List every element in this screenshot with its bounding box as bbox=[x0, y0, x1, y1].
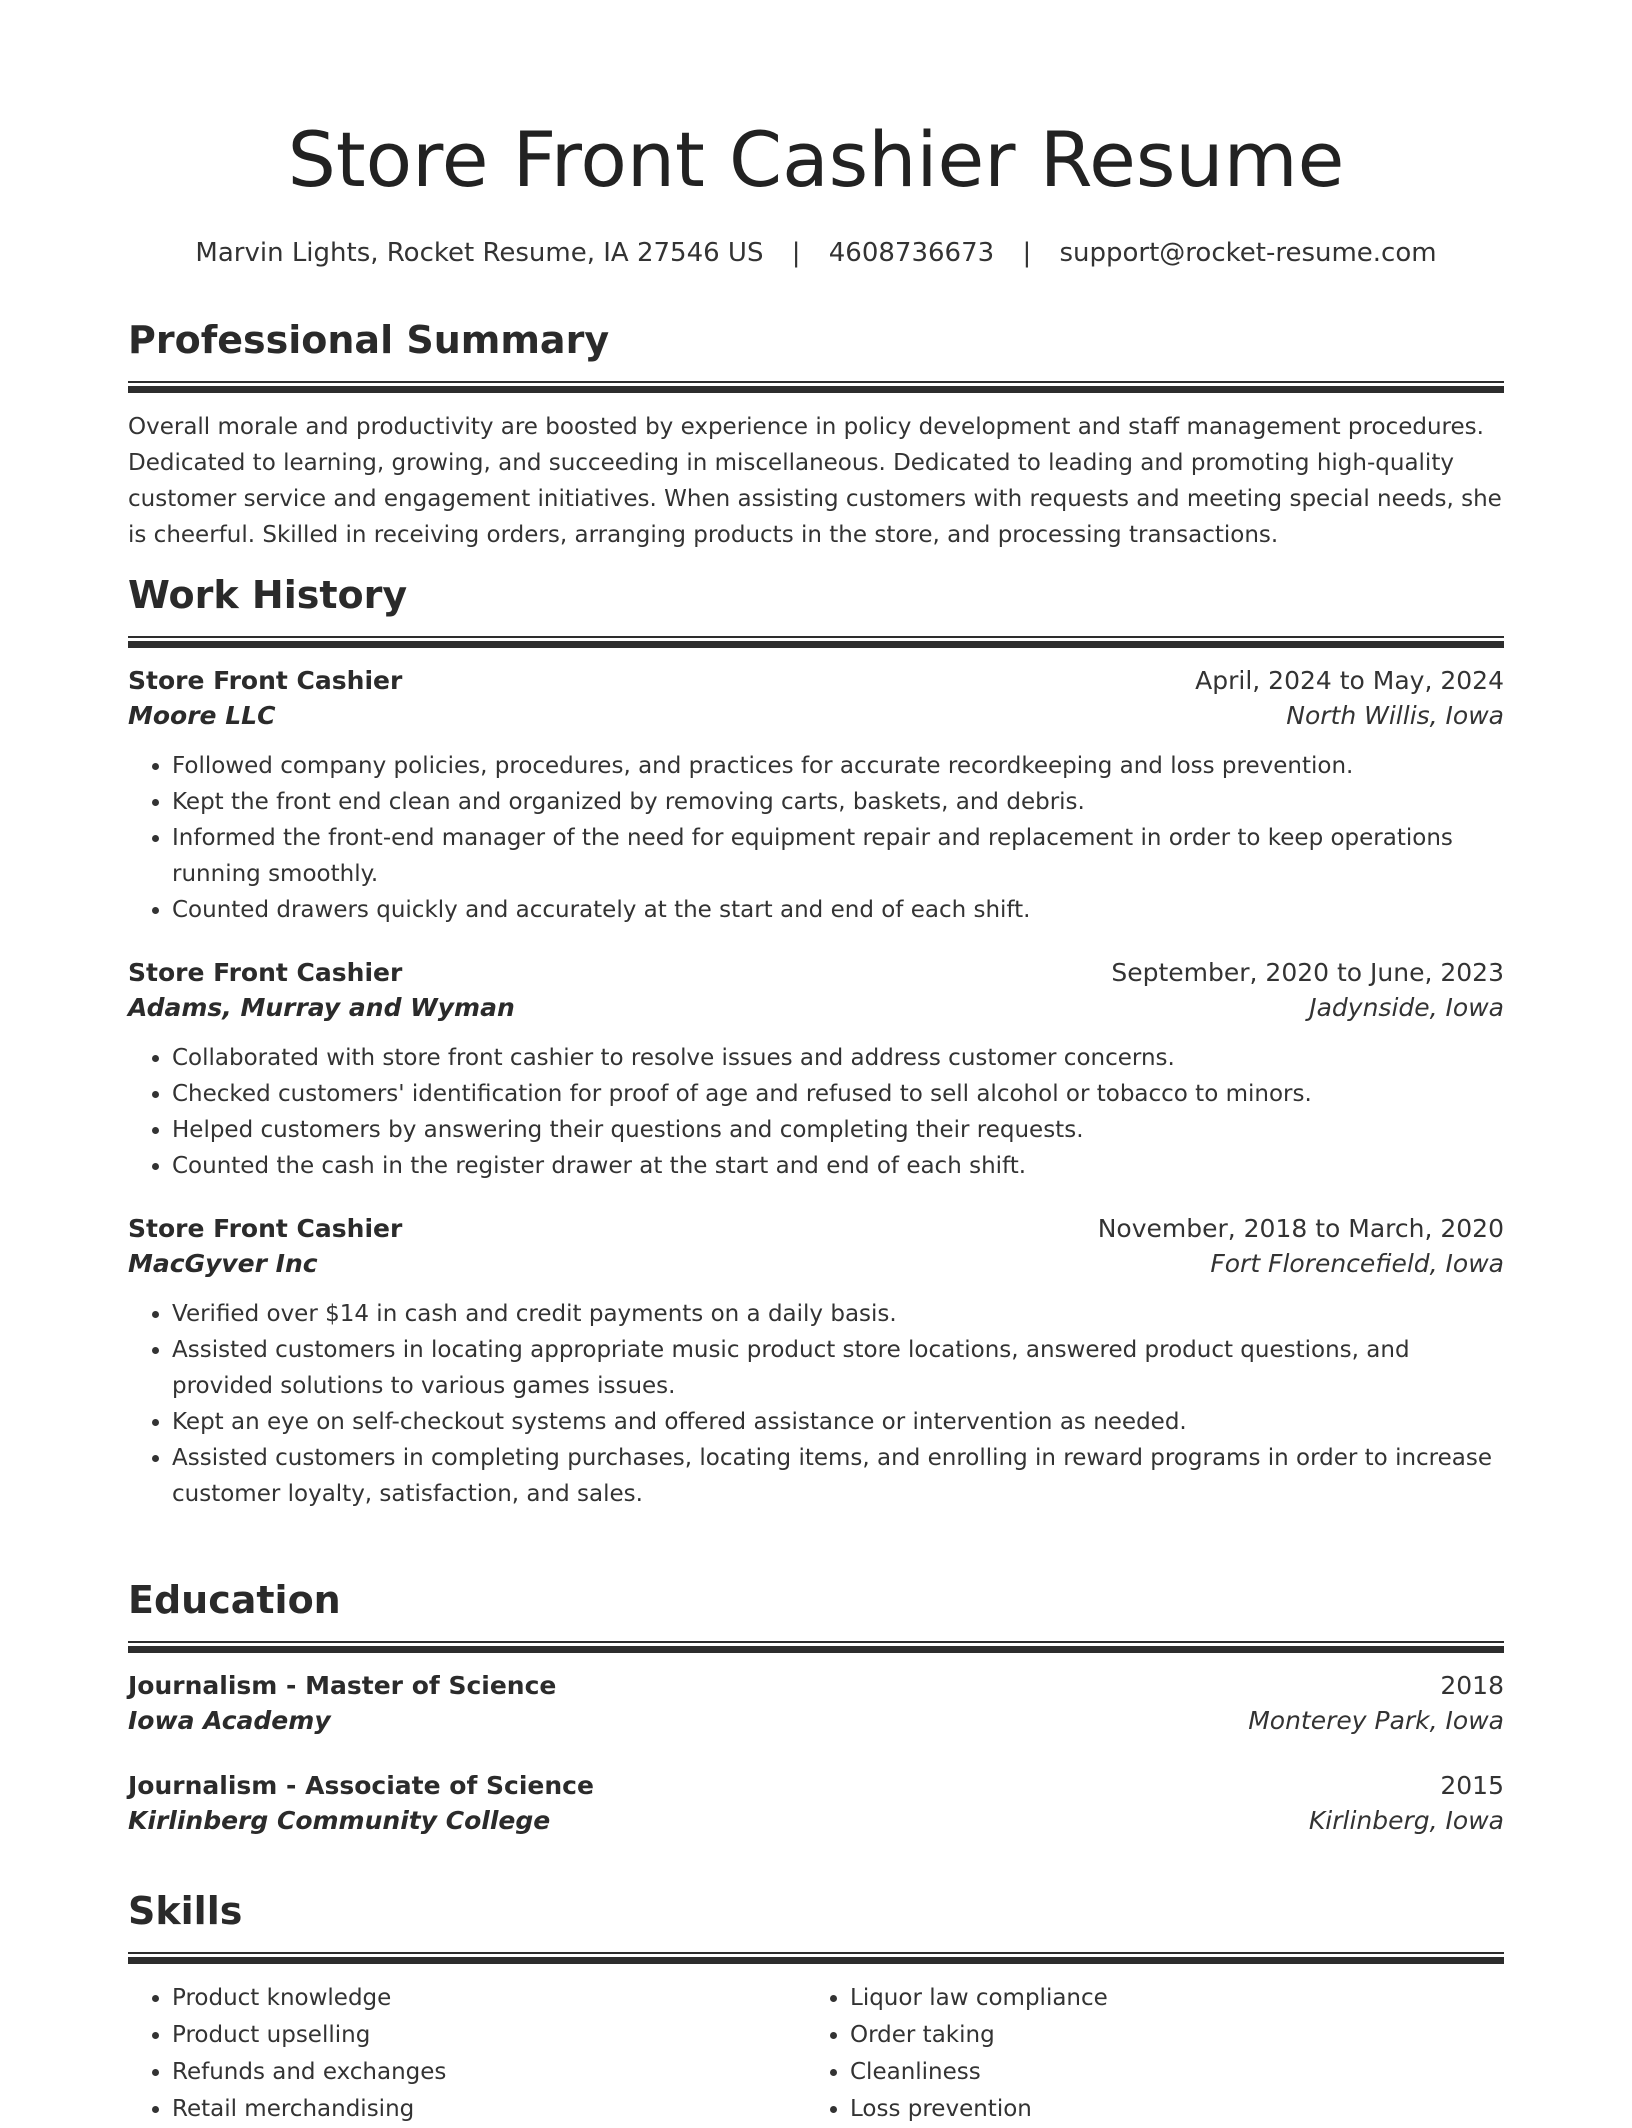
education-location: Kirlinberg, Iowa bbox=[1308, 1806, 1504, 1835]
job-dates: November, 2018 to March, 2020 bbox=[1097, 1214, 1504, 1243]
job-bullet: • Counted the cash in the register drawer at the start and end of each shift. bbox=[172, 1148, 1504, 1184]
skill-item: • Product upselling bbox=[172, 2017, 806, 2054]
contact-address: Marvin Lights, Rocket Resume, IA 27546 US bbox=[195, 238, 764, 268]
contact-separator: | bbox=[1022, 238, 1032, 268]
skill-item: • Refunds and exchanges bbox=[172, 2054, 806, 2091]
job-company: Adams, Murray and Wyman bbox=[128, 993, 515, 1022]
job-bullet: • Verified over $14 in cash and credit payments on a daily basis. bbox=[172, 1296, 1504, 1332]
job-entry bbox=[128, 958, 1504, 1184]
skills-column-left bbox=[128, 1980, 806, 2128]
section-divider bbox=[128, 381, 1504, 393]
job-bullets bbox=[128, 1040, 1504, 1184]
section-divider bbox=[128, 1641, 1504, 1653]
skills-columns bbox=[128, 1980, 1504, 2128]
education-school: Kirlinberg Community College bbox=[128, 1806, 551, 1835]
skills-column-right bbox=[806, 1980, 1484, 2128]
job-bullet: • Assisted customers in locating appropriate music product store locations, answered product questions, and provided solutions to various games issues. bbox=[172, 1332, 1504, 1404]
skills-section bbox=[128, 1889, 1504, 2128]
education-degree: Journalism - Master of Science bbox=[128, 1671, 557, 1700]
job-bullet: • Helped customers by answering their questions and completing their requests. bbox=[172, 1112, 1504, 1148]
job-bullet: • Followed company policies, procedures, and practices for accurate recordkeeping and loss prevention. bbox=[172, 748, 1504, 784]
job-bullet: • Kept the front end clean and organized by removing carts, baskets, and debris. bbox=[172, 784, 1504, 820]
section-divider bbox=[128, 1952, 1504, 1964]
job-bullet: • Kept an eye on self-checkout systems and offered assistance or intervention as needed. bbox=[172, 1404, 1504, 1440]
job-bullet: • Checked customers' identification for proof of age and refused to sell alcohol or tobacco to minors. bbox=[172, 1076, 1504, 1112]
job-entry bbox=[128, 666, 1504, 928]
skill-item: • Product knowledge bbox=[172, 1980, 806, 2017]
work-section bbox=[128, 573, 1504, 1512]
education-year: 2018 bbox=[1440, 1671, 1504, 1700]
skill-item: • Cleanliness bbox=[850, 2054, 1484, 2091]
summary-heading: Professional Summary bbox=[128, 318, 610, 362]
contact-separator: | bbox=[791, 238, 801, 268]
job-title: Store Front Cashier bbox=[128, 1214, 403, 1243]
job-title: Store Front Cashier bbox=[128, 958, 403, 987]
job-bullet: • Assisted customers in completing purchases, locating items, and enrolling in reward programs in order to increase customer loyalty, satisfaction, and sales. bbox=[172, 1440, 1504, 1512]
job-dates: September, 2020 to June, 2023 bbox=[1111, 958, 1504, 987]
education-school: Iowa Academy bbox=[128, 1706, 331, 1735]
skill-item: • Retail merchandising bbox=[172, 2091, 806, 2128]
job-entry bbox=[128, 1214, 1504, 1512]
job-company: Moore LLC bbox=[128, 701, 276, 730]
work-heading: Work History bbox=[128, 573, 408, 617]
job-dates: April, 2024 to May, 2024 bbox=[1195, 666, 1504, 695]
summary-section bbox=[128, 318, 1504, 553]
contact-phone: 4608736673 bbox=[828, 238, 995, 268]
contact-line bbox=[128, 240, 1504, 266]
resume-title: Store Front Cashier Resume bbox=[287, 115, 1345, 204]
education-degree: Journalism - Associate of Science bbox=[128, 1771, 594, 1800]
job-bullets bbox=[128, 1296, 1504, 1512]
skills-heading: Skills bbox=[128, 1889, 243, 1933]
job-location: Jadynside, Iowa bbox=[1309, 993, 1504, 1022]
job-bullets bbox=[128, 748, 1504, 928]
summary-text: Overall morale and productivity are boosted by experience in policy development and staff management procedures. Dedicated to learning, growing, and succeeding in miscellaneous. Dedicated to leading and promoting high-quality customer service and engagement initiatives. When assisting customers with requests and meeting special needs, she is cheerful. Skilled in receiving orders, arranging products in the store, and processing transactions. bbox=[128, 414, 1502, 548]
skill-item: • Liquor law compliance bbox=[850, 1980, 1484, 2017]
education-entry bbox=[128, 1771, 1504, 1835]
contact-email: support@rocket-resume.com bbox=[1059, 238, 1437, 268]
job-bullet: • Collaborated with store front cashier to resolve issues and address customer concerns. bbox=[172, 1040, 1504, 1076]
education-heading: Education bbox=[128, 1578, 341, 1622]
education-section bbox=[128, 1578, 1504, 1835]
education-year: 2015 bbox=[1440, 1771, 1504, 1800]
job-company: MacGyver Inc bbox=[128, 1249, 318, 1278]
education-location: Monterey Park, Iowa bbox=[1248, 1706, 1504, 1735]
job-bullet: • Informed the front-end manager of the need for equipment repair and replacement in order to keep operations running smoothly. bbox=[172, 820, 1504, 892]
job-location: Fort Florencefield, Iowa bbox=[1210, 1249, 1504, 1278]
skill-item: • Loss prevention bbox=[850, 2091, 1484, 2128]
skill-item: • Order taking bbox=[850, 2017, 1484, 2054]
section-divider bbox=[128, 636, 1504, 648]
education-entry bbox=[128, 1671, 1504, 1735]
job-location: North Willis, Iowa bbox=[1286, 701, 1504, 730]
job-bullet: • Counted drawers quickly and accurately at the start and end of each shift. bbox=[172, 892, 1504, 928]
job-title: Store Front Cashier bbox=[128, 666, 403, 695]
